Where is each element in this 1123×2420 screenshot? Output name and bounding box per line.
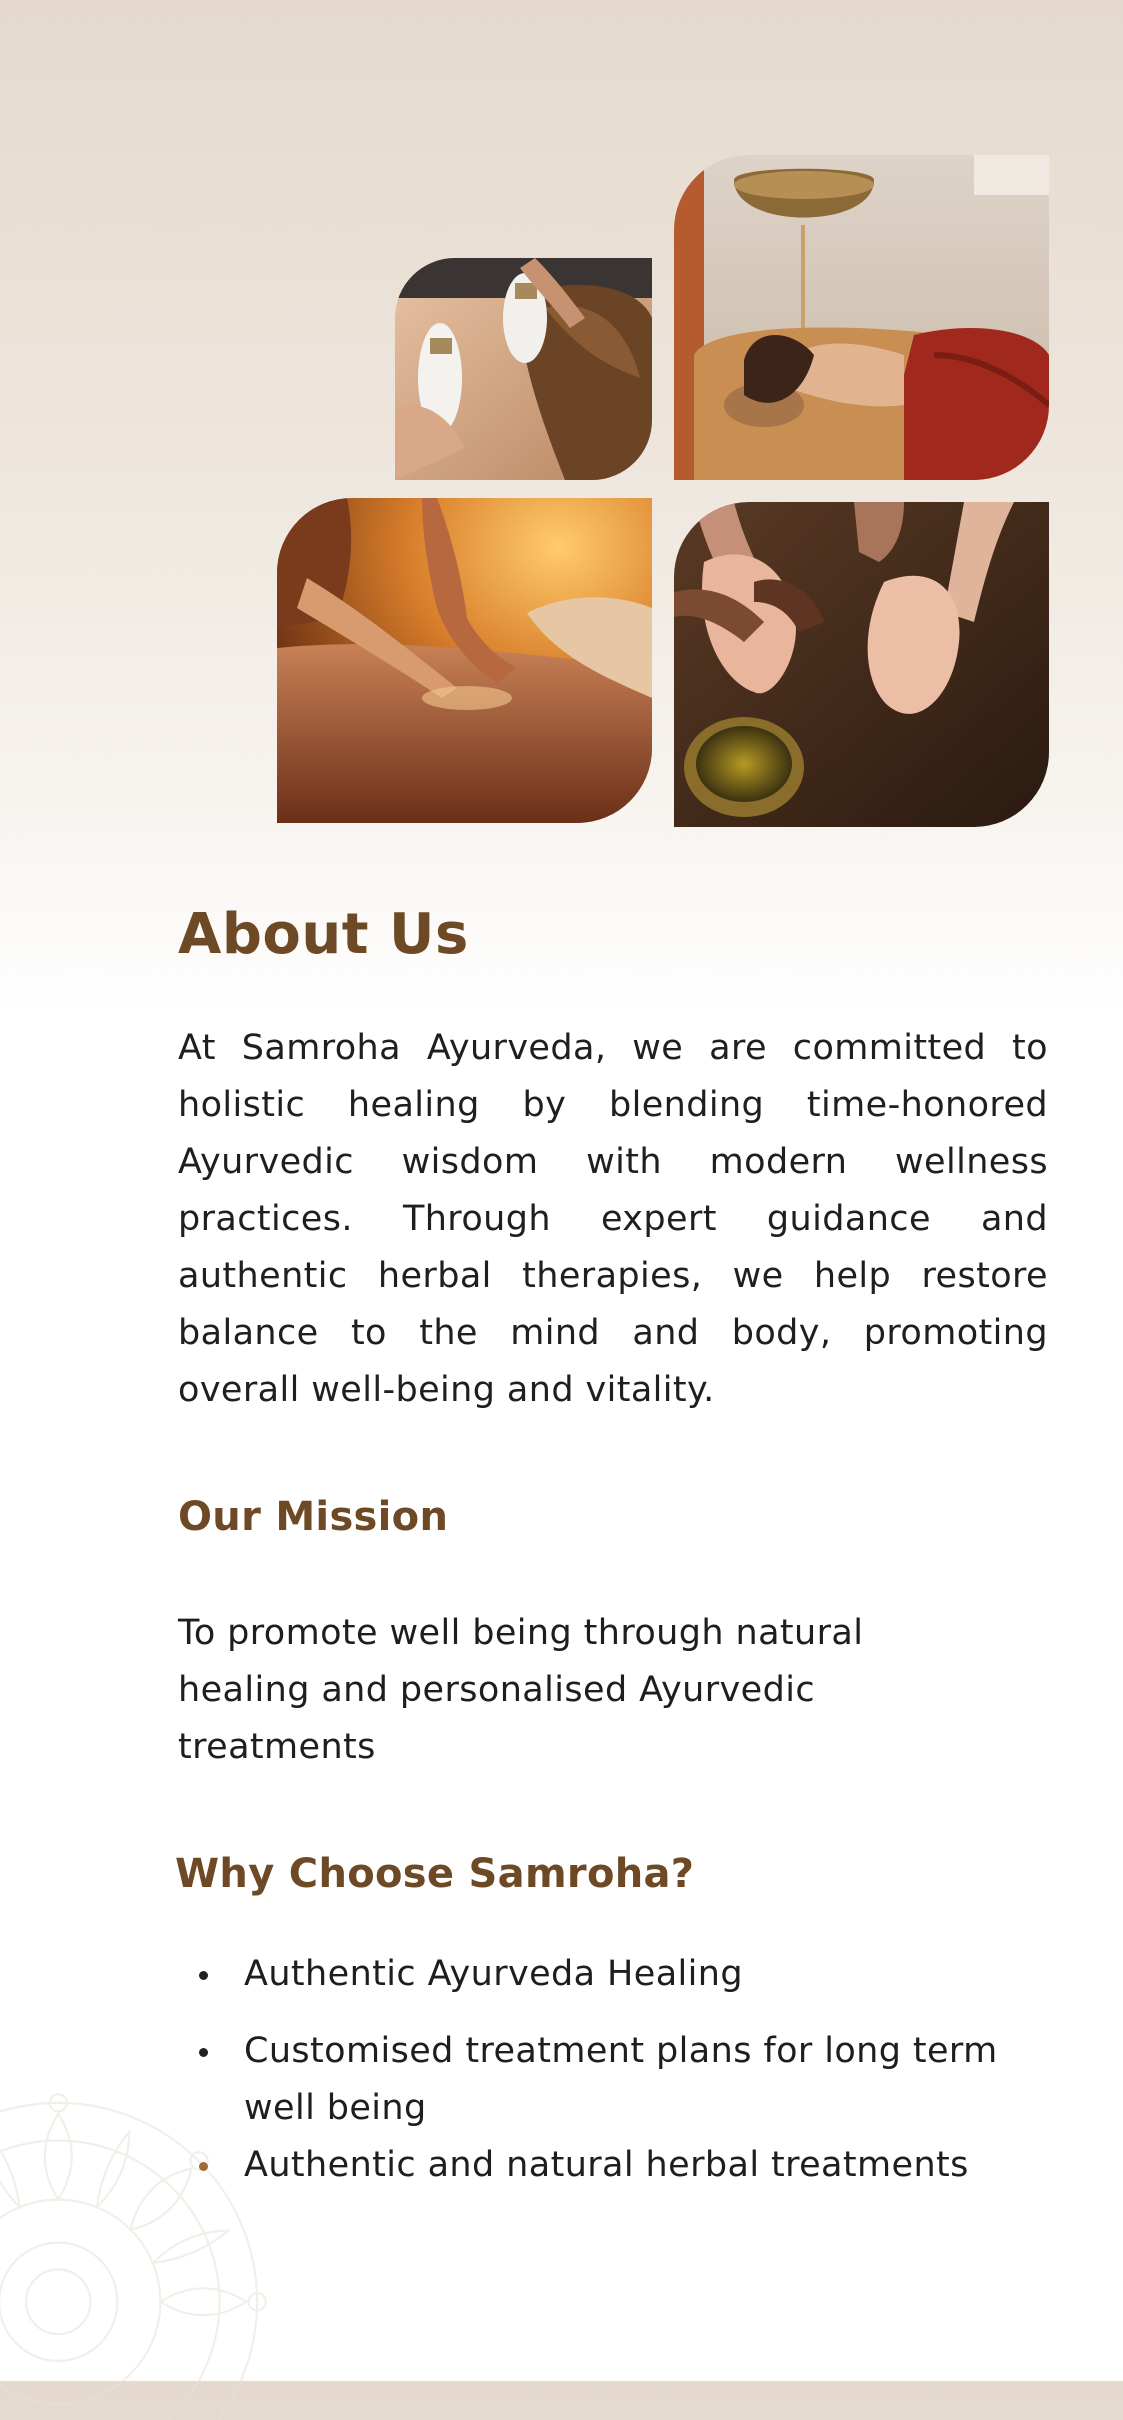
about-paragraph: At Samroha Ayurveda, we are committed to holistic healing by blending time-honored Ayurvedic wisdom with modern wellness practices. Through expert guidance and authentic herbal therapies, we help restore balance to the mind and body, promoting overall well-being and vitality. [178, 1020, 1048, 1419]
list-item-text: Authentic and natural herbal treatments [244, 2145, 969, 2185]
why-choose-heading: Why Choose Samroha? [175, 1848, 1048, 1900]
mission-paragraph: To promote well being through natural healing and personalised Ayurvedic treatments [178, 1605, 938, 1776]
list-item-text: Authentic Ayurveda Healing [244, 1954, 743, 1994]
list-item-text: Customised treatment plans for long term well being [244, 2031, 998, 2128]
shirodhara-therapy-photo [674, 155, 1049, 480]
bullet-icon [199, 1971, 208, 1980]
about-heading: About Us [178, 900, 1048, 970]
bullet-icon [199, 2162, 208, 2171]
list-item [178, 1946, 1048, 2003]
list-item [178, 2023, 1048, 2137]
why-choose-list [178, 1946, 1048, 2194]
back-oil-massage-photo [277, 498, 652, 823]
about-content [178, 900, 1048, 2194]
foot-massage-photo [674, 502, 1049, 827]
list-item [178, 2137, 1048, 2194]
bullet-icon [199, 2048, 208, 2057]
mission-heading: Our Mission [178, 1491, 1048, 1543]
herbal-compress-massage-photo [395, 258, 652, 480]
